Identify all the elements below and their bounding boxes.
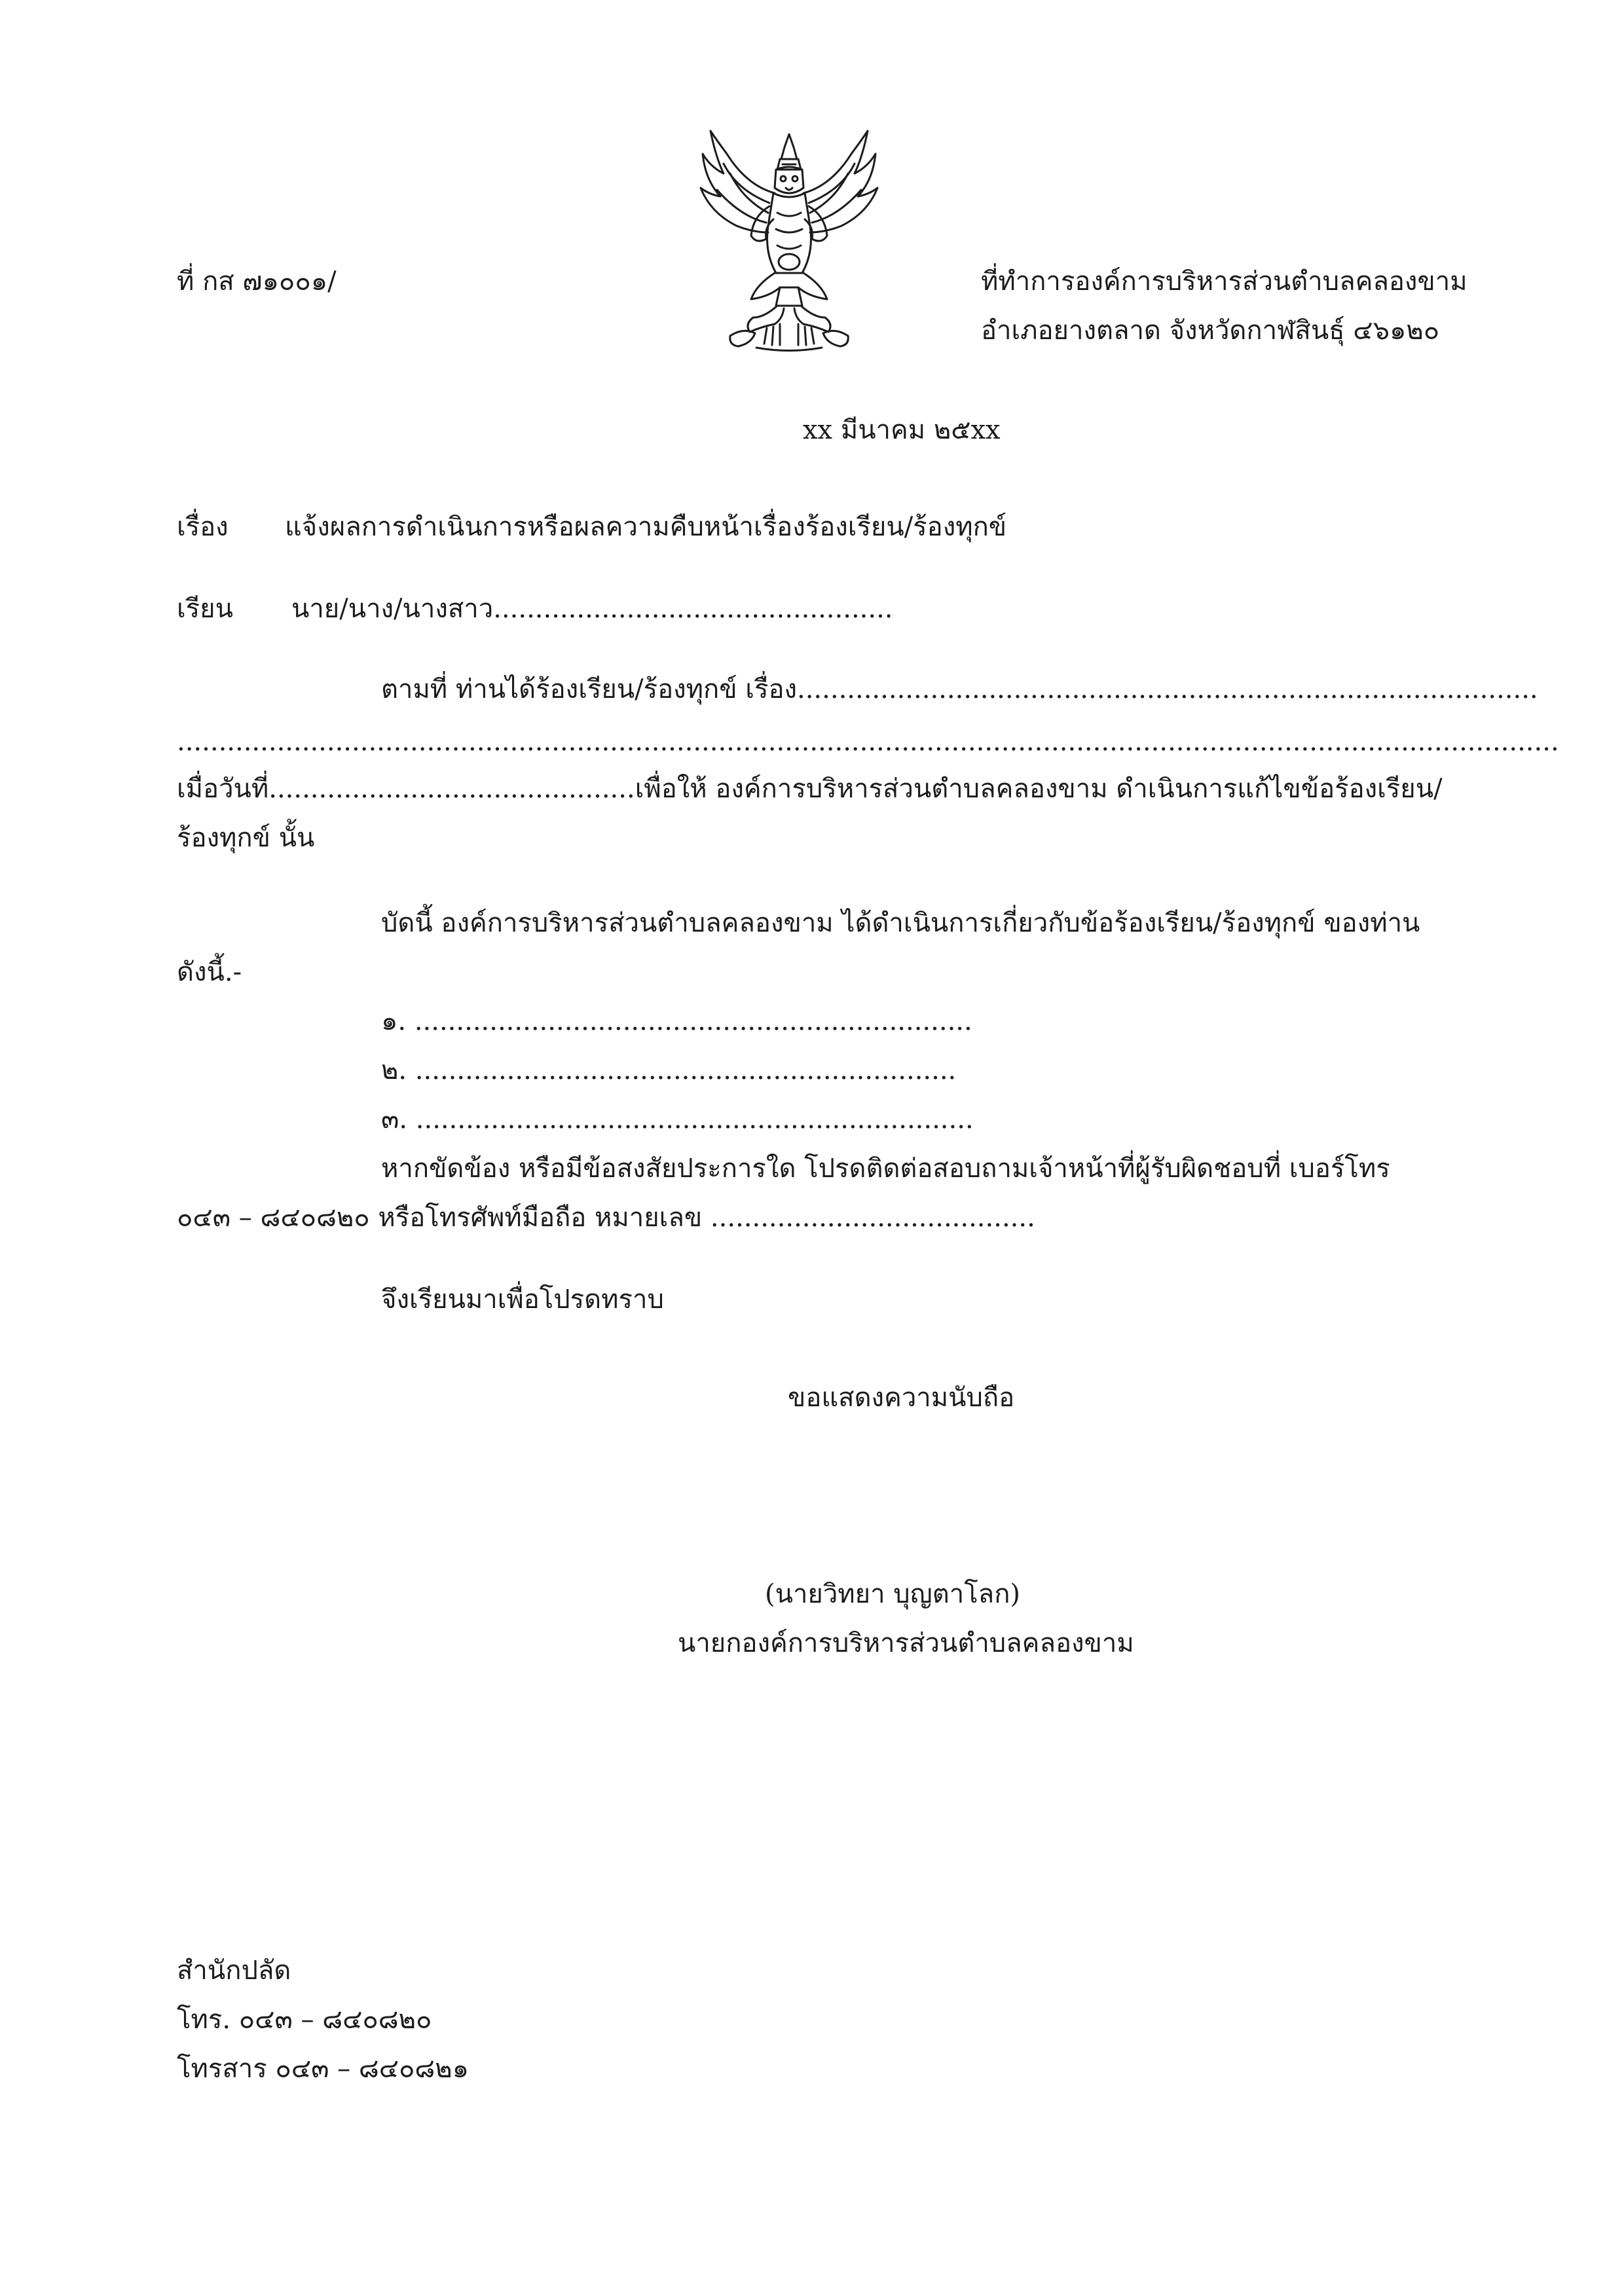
recipient-label: เรียน bbox=[177, 594, 233, 624]
footer-department: สำนักปลัด bbox=[177, 1956, 291, 1986]
office-address-line2: อำเภอยางตลาด จังหวัดกาฬสินธุ์ ๔๖๑๒๐ bbox=[981, 316, 1440, 346]
body-paragraph2-line2: ดังนี้.- bbox=[177, 957, 242, 987]
body-paragraph1-line3: เมื่อวันที่............................................เพื่อให้ องค์การบริหารส่วนตำบลคลองขาม ดำเนินการแก้ไขข้อร้องเรียน/ bbox=[177, 774, 1443, 804]
signatory-name: (นายวิทยา บุญตาโลก) bbox=[765, 1579, 1021, 1609]
recipient-text: นาย/นาง/นางสาว................................................ bbox=[291, 594, 893, 624]
footer-phone: โทร. ๐๔๓ – ๘๔๐๘๒๐ bbox=[177, 2005, 432, 2035]
body-paragraph2-line1: บัดนี้ องค์การบริหารส่วนตำบลคลองขาม ได้ดำเนินการเกี่ยวกับข้อร้องเรียน/ร้องทุกข์ ของท่าน bbox=[381, 908, 1420, 938]
office-address-line1: ที่ทำการองค์การบริหารส่วนตำบลคลองขาม bbox=[981, 266, 1467, 297]
reference-number: ที่ กส ๗๑๐๐๑/ bbox=[177, 266, 337, 297]
footer-fax: โทรสาร ๐๔๓ – ๘๔๐๘๒๑ bbox=[177, 2054, 470, 2084]
list-item-3: ๓. ................................................................... bbox=[381, 1104, 974, 1135]
list-item-1: ๑. ................................................................... bbox=[381, 1006, 972, 1036]
subject-text: แจ้งผลการดำเนินการหรือผลความคืบหน้าเรื่องร้องเรียน/ร้องทุกข์ bbox=[285, 512, 1007, 542]
body-paragraph3-line1: หากขัดข้อง หรือมีข้อสงสัยประการใด โปรดติดต่อสอบถามเจ้าหน้าที่ผู้รับผิดชอบที่ เบอร์โทร bbox=[381, 1154, 1390, 1184]
salutation: ขอแสดงความนับถือ bbox=[788, 1383, 1015, 1413]
body-paragraph1-line1: ตามที่ ท่านได้ร้องเรียน/ร้องทุกข์ เรื่อง......................................................................................... bbox=[381, 674, 1538, 704]
list-item-2: ๒. ................................................................. bbox=[381, 1055, 957, 1085]
signatory-position: นายกองค์การบริหารส่วนตำบลคลองขาม bbox=[678, 1628, 1134, 1658]
body-paragraph3-line2: ๐๔๓ – ๘๔๐๘๒๐ หรือโทรศัพท์มือถือ หมายเลข ....................................... bbox=[177, 1203, 1035, 1233]
document-date: xx มีนาคม ๒๕xx bbox=[803, 415, 1001, 445]
body-paragraph1-line4: ร้องทุกข์ นั้น bbox=[177, 823, 315, 853]
body-paragraph1-line2: ...................................................................................................................................................................... bbox=[177, 727, 1559, 757]
garuda-emblem-icon bbox=[691, 128, 887, 354]
closing-line: จึงเรียนมาเพื่อโปรดทราบ bbox=[381, 1285, 664, 1315]
subject-label: เรื่อง bbox=[177, 512, 229, 542]
